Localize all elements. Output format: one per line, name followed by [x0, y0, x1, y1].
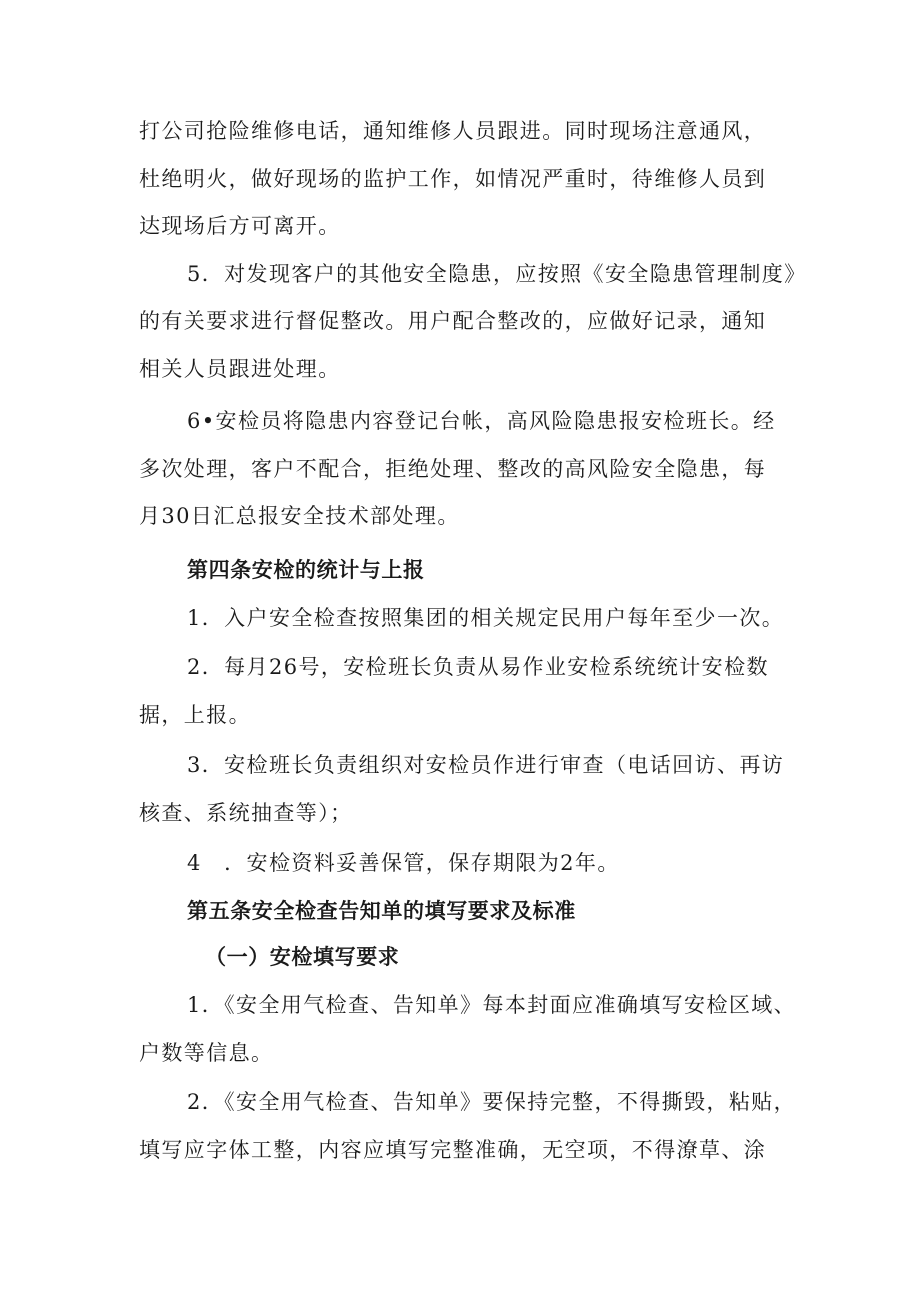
paragraph-line: 达现场后方可离开。 [139, 214, 341, 238]
paragraph-line: 2．《安全用气检查、告知单》要保持完整，不得撕毁，粘贴， [187, 1090, 797, 1114]
paragraph-line: 的有关要求进行督促整改。用户配合整改的，应做好记录，通知 [139, 309, 767, 333]
paragraph-line: 4 ．安检资料妥善保管，保存期限为2年。 [187, 851, 620, 875]
paragraph-line: 1．入户安全检查按照集团的相关规定民用户每年至少一次。 [187, 606, 785, 630]
paragraph-line: 据，上报。 [139, 703, 251, 727]
paragraph-line: 杜绝明火，做好现场的监护工作，如情况严重时，待维修人员到 [139, 167, 767, 191]
paragraph-line: 多次处理，客户不配合，拒绝处理、整改的高风险安全隐患，每 [139, 457, 767, 481]
paragraph-line: 相关人员跟进处理。 [139, 357, 341, 381]
section-heading: 第四条安检的统计与上报 [187, 558, 425, 582]
paragraph-line: 3．安检班长负责组织对安检员作进行审查（电话回访、再访 [187, 753, 785, 777]
paragraph-line: 2．每月26号，安检班长负责从易作业安检系统统计安检数 [187, 655, 769, 679]
subsection-heading: （一）安检填写要求 [205, 945, 400, 969]
paragraph-line: 打公司抢险维修电话，通知维修人员跟进。同时现场注意通风， [139, 119, 767, 143]
section-heading: 第五条安全检查告知单的填写要求及标准 [187, 899, 576, 923]
paragraph-line: 核查、系统抽查等）； [139, 801, 353, 825]
paragraph-line: 1．《安全用气检查、告知单》每本封面应准确填写安检区域、 [187, 993, 797, 1017]
paragraph-line: 6•安检员将隐患内容登记台帐，高风险隐患报安检班长。经 [187, 409, 776, 433]
paragraph-line: 填写应字体工整，内容应填写完整准确，无空项，不得潦草、涂 [139, 1138, 767, 1162]
paragraph-line: 5．对发现客户的其他安全隐患，应按照《安全隐患管理制度》 [187, 262, 807, 286]
paragraph-line: 月30日汇总报安全技术部处理。 [139, 504, 460, 528]
paragraph-line: 户数等信息。 [139, 1041, 274, 1065]
